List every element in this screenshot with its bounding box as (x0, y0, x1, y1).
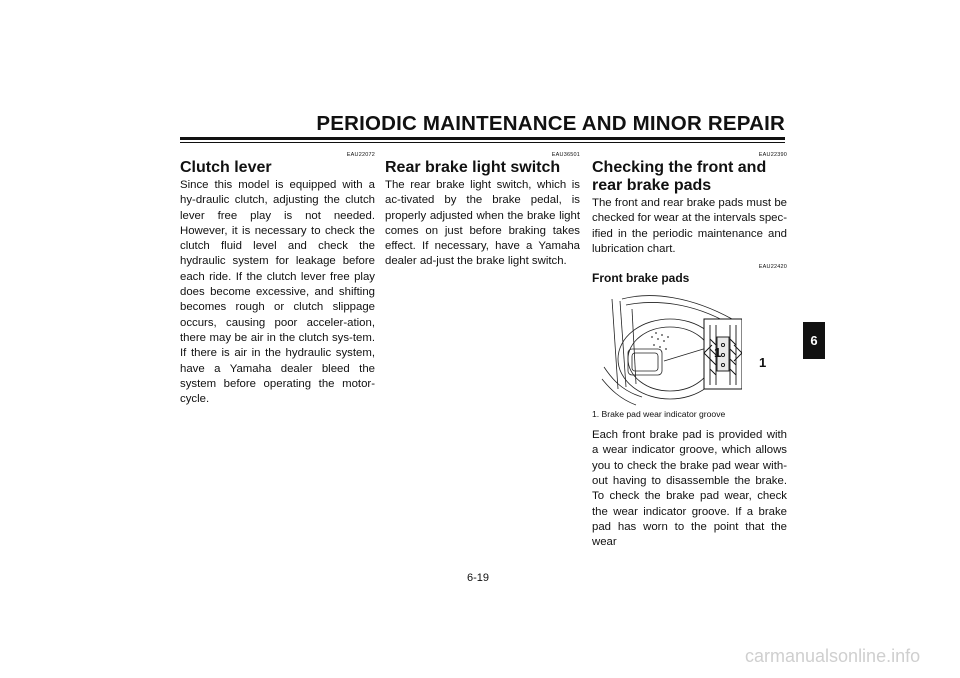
brake-pad-illustration (592, 289, 767, 407)
subsection-heading: Front brake pads (592, 271, 690, 286)
watermark-text: carmanualsonline.info (745, 646, 921, 666)
page-number: 6-19 (467, 572, 490, 584)
callout-number-right: 1 (759, 355, 767, 371)
section-body: Since this model is equipped with a hy-draulic clutch, adjusting the clutch lever free play is not needed. However, it is necessary to check the clutch fluid level and check the hydraulic system for leakage before each ride. If the clutch lever free play does become excessive, and shifting becomes rough or clutch slippage occurs, causing poor acceler-ation, there may be air in the clutch sys-tem. If there is air in the hydraulic system, have a Yamaha dealer bleed the system before operating the motor-cycle. (180, 179, 375, 406)
section-body: The rear brake light switch, which is ac-tivated by the brake pedal, is properly adjusted when the brake light comes on just before braking takes effect. If necessary, have a Yamaha dealer ad-just the brake light switch. (385, 179, 580, 268)
header-rule-thin (180, 142, 785, 143)
callout-number-left: 1 (714, 345, 722, 361)
figure-caption: 1. Brake pad wear indicator groove (592, 409, 726, 420)
section-code: EAU36501 (551, 152, 580, 158)
section-heading: Clutch lever (180, 159, 272, 176)
section-intro: The front and rear brake pads must be checked for wear at the intervals spec-ified in the periodic maintenance and lubrication chart. (592, 197, 787, 255)
brake-pads-section (592, 152, 787, 551)
clutch-lever-section (180, 152, 375, 407)
section-code: EAU22072 (346, 152, 375, 158)
section-body: Each front brake pad is provided with a wear indicator groove, which allows you to check the brake pad wear with-out having to disassemble the brake. To check the brake pad wear, check the wear indicator groove. If a brake pad has worn to the point that the wear (592, 429, 787, 549)
page-header-title: PERIODIC MAINTENANCE AND MINOR REPAIR (316, 112, 785, 135)
section-heading: Checking the front and rear brake pads (592, 159, 767, 194)
header-rule-thick (180, 137, 785, 140)
subsection-code: EAU22420 (758, 264, 787, 271)
rear-brake-light-section (385, 152, 580, 270)
chapter-tab: 6 (803, 322, 825, 359)
section-code: EAU22390 (758, 152, 787, 158)
section-heading: Rear brake light switch (385, 159, 561, 176)
